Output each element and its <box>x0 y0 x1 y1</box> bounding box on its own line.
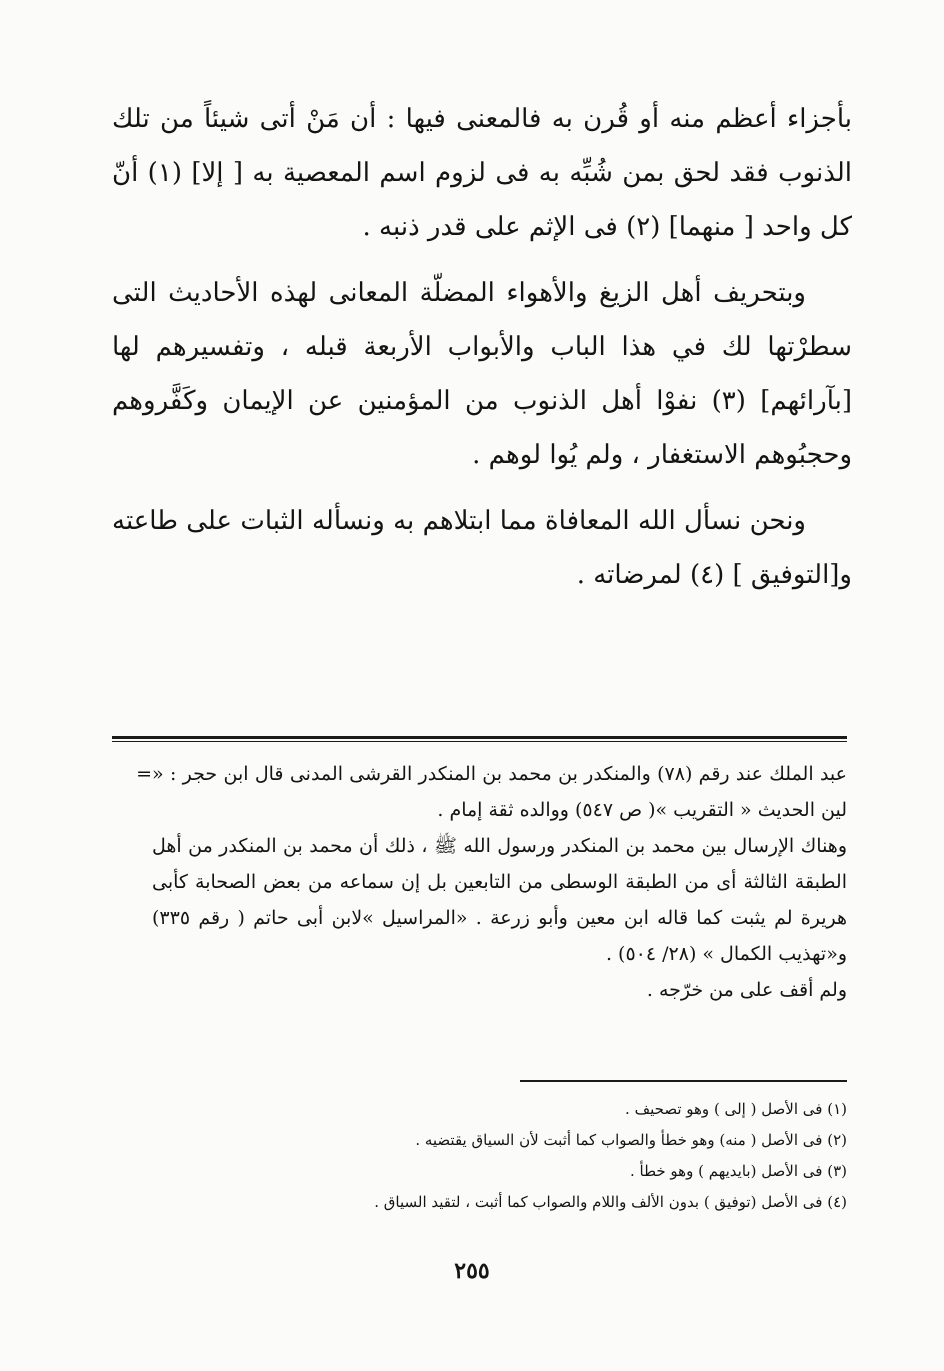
continuation-paragraph: وهناك الإرسال بين محمد بن المنكدر ورسول الله ﷺ ، ذلك أن محمد بن المنكدر من أهل الطبقة الثالثة أى من الطبقة الوسطى من التابعين بل إن سماعه من بعض الصحابة كأبى هريرة لم يثبت كما قاله ابن معين وأبو زرعة . «المراسيل »لابن أبى حاتم ( رقم ٣٣٥) و«تهذيب الكمال » (٢٨/ ٥٠٤) . <box>152 835 847 965</box>
main-paragraph: وبتحريف أهل الزيغ والأهواء المضلّة المعانى لهذه الأحاديث التى سطرْتها لك في هذا الباب والأبواب الأربعة قبله ، وتفسيرهم لها [بآرائهم] (٣) نفوْا أهل الذنوب من المؤمنين عن الإيمان وكَفَّروهم وحجبُوهم الاستغفار ، ولم يُوا لوهم . <box>112 278 852 470</box>
footnote-item: (٢) فى الأصل ( منه) وهو خطأ والصواب كما أثبت لأن السياق يقتضيه . <box>415 1131 847 1149</box>
footnote-continuation <box>112 756 847 1008</box>
footnotes <box>112 1094 847 1218</box>
footnote-item: (٣) فى الأصل (بايديهم ) وهو خطأ . <box>629 1162 847 1180</box>
main-paragraph: بأجزاء أعظم منه أو قُرن به فالمعنى فيها : أن مَنْ أتى شيئاً من تلك الذنوب فقد لحق بمن شُبِّه به فى لزوم اسم المعصية به [ إلا] (١) أنّ كل واحد [ منهما] (٢) فى الإثم على قدر ذنبه . <box>112 104 853 242</box>
footnote-item: (١) فى الأصل ( إلى ) وهو تصحيف . <box>625 1100 847 1118</box>
footnote-separator-double <box>112 736 847 742</box>
main-text <box>112 92 852 614</box>
footnote-separator <box>520 1080 847 1082</box>
main-paragraph: ونحن نسأل الله المعافاة مما ابتلاهم به ونسأله الثبات على طاعته و[التوفيق ] (٤) لمرضاته . <box>112 506 852 590</box>
continuation-marker: = <box>136 763 152 785</box>
continuation-paragraph: ولم أقف على من خرّجه . <box>646 979 847 1001</box>
footnote-item: (٤) فى الأصل (توفيق ) بدون الألف واللام والصواب كما أثبت ، لتقيد السياق . <box>374 1193 847 1211</box>
page-number: ٢٥٥ <box>454 1258 490 1284</box>
continuation-paragraph: عبد الملك عند رقم (٧٨) والمنكدر بن محمد بن المنكدر القرشى المدنى قال ابن حجر : « لين الحديث « التقريب »( ص ٥٤٧) ووالده ثقة إمام . <box>152 763 847 821</box>
